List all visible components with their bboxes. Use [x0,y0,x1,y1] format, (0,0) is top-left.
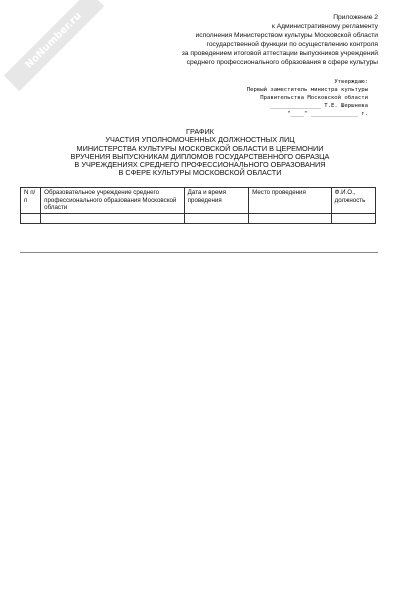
watermark: NoNumber.ru [4,0,104,91]
approval-line: Утверждаю: [334,79,368,85]
table-cell [21,213,41,223]
appendix-line: среднего профессионального образования в сфере культуры [186,59,378,66]
table-cell [249,213,332,223]
header-location: Место проведения [249,188,332,214]
approval-block [198,78,368,118]
table-row [21,213,376,223]
appendix-line: к Административному регламенту [271,23,378,30]
table-cell [41,213,185,223]
approval-line: Первый заместитель министра культуры [246,87,368,93]
appendix-line: Приложение 2 [333,14,378,21]
header-datetime: Дата и время проведения [184,188,248,214]
appendix-line: государственной функции по осуществлению контроля [206,41,378,48]
divider [20,252,378,253]
title-line: ВРУЧЕНИЯ ВЫПУСКНИКАМ ДИПЛОМОВ ГОСУДАРСТВЕННОГО ОБРАЗЦА [70,151,330,161]
appendix-reference [48,13,378,67]
table-cell [331,213,375,223]
title-line: МИНИСТЕРСТВА КУЛЬТУРЫ МОСКОВСКОЙ ОБЛАСТИ В ЦЕРЕМОНИИ [76,143,324,153]
table-cell [184,213,248,223]
table-header-row [21,188,376,214]
title-line: УЧАСТИЯ УПОЛНОМОЧЕННЫХ ДОЛЖНОСТНЫХ ЛИЦ [105,135,295,145]
title-line: ГРАФИК [186,127,214,136]
document-title [40,128,360,178]
approval-line: Правительства Московской области [260,95,368,101]
schedule-table [20,187,376,224]
appendix-line: за проведением итоговой аттестации выпускников учреждений [181,50,378,57]
header-number: N п/п [21,188,41,214]
approval-date-line: "____" ______________ г. [287,111,368,117]
approval-signature-line: _______________ Т.Е. Шершнева [270,103,368,109]
title-line: В СФЕРЕ КУЛЬТУРЫ МОСКОВСКОЙ ОБЛАСТИ [118,168,282,178]
header-official: Ф.И.О., должность [331,188,375,214]
title-line: В УЧРЕЖДЕНИЯХ СРЕДНЕГО ПРОФЕССИОНАЛЬНОГО ОБРАЗОВАНИЯ [74,160,326,170]
header-institution: Образовательное учреждение среднего профессионального образования Московской области [41,188,185,214]
appendix-line: исполнения Министерством культуры Московской области [195,32,378,39]
